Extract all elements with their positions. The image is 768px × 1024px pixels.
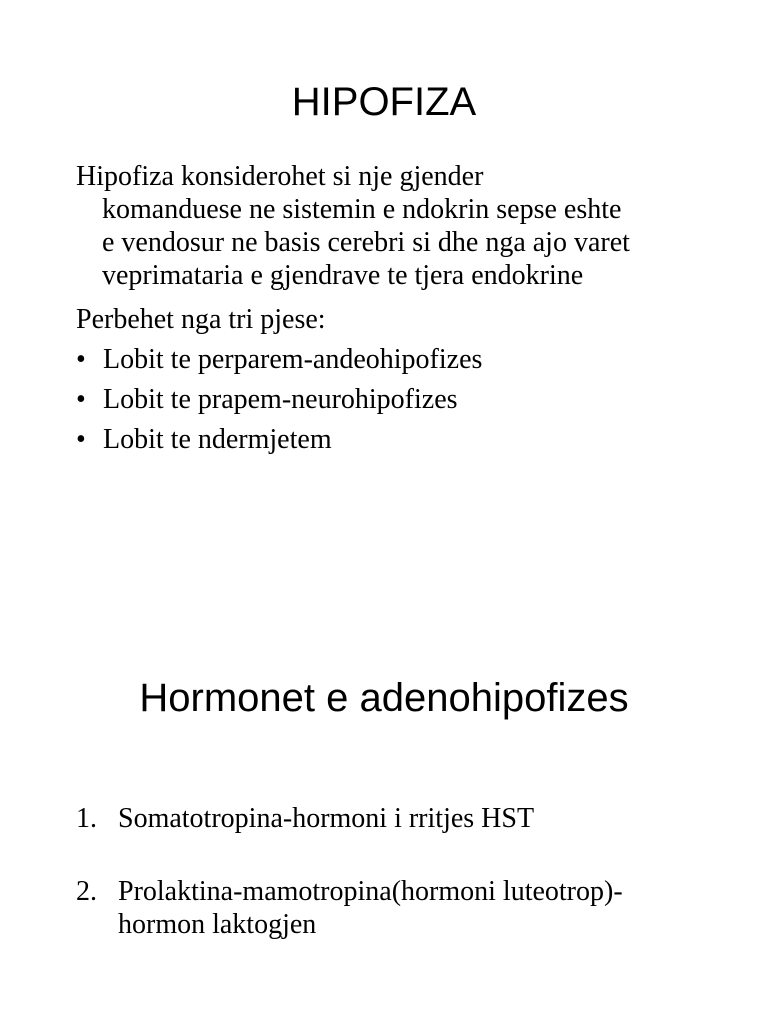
slide-hormonet	[0, 640, 768, 1024]
slide-title: Hormonet e adenohipofizes	[139, 676, 629, 720]
parts-lead-in: Perbehet nga tri pjese:	[76, 304, 326, 335]
hormone-numbered-list	[76, 802, 623, 941]
bullet-text: Lobit te ndermjetem	[103, 424, 332, 455]
item-text-line: hormon laktogjen	[118, 909, 317, 940]
item-text-line: Prolaktina-mamotropina(hormoni luteotrop)-	[118, 876, 623, 907]
intro-paragraph	[76, 160, 716, 292]
intro-line: veprimataria e gjendrave te tjera endokrine	[102, 260, 584, 291]
bullet-icon: •	[76, 344, 86, 375]
bullet-icon: •	[76, 424, 86, 455]
bullet-item	[76, 423, 482, 463]
intro-line: komanduese ne sistemin e ndokrin sepse eshte	[102, 194, 622, 225]
item-number: 2.	[76, 876, 97, 907]
bullet-text: Lobit te prapem-neurohipofizes	[103, 384, 458, 415]
intro-line: e vendosur ne basis cerebri si dhe nga ajo varet	[102, 227, 630, 258]
bullet-text: Lobit te perparem-andeohipofizes	[103, 344, 483, 375]
bullet-item	[76, 343, 482, 383]
intro-line: Hipofiza konsiderohet si nje gjender	[76, 161, 484, 192]
item-text	[118, 875, 623, 941]
numbered-item	[76, 802, 623, 835]
item-number: 1.	[76, 803, 97, 834]
item-text-line: Somatotropina-hormoni i rritjes HST	[118, 803, 535, 834]
item-text	[118, 802, 534, 835]
bullet-item	[76, 383, 482, 423]
bullet-icon: •	[76, 384, 86, 415]
parts-bullet-list	[76, 343, 482, 463]
numbered-item	[76, 875, 623, 941]
slide-title: HIPOFIZA	[291, 80, 477, 124]
